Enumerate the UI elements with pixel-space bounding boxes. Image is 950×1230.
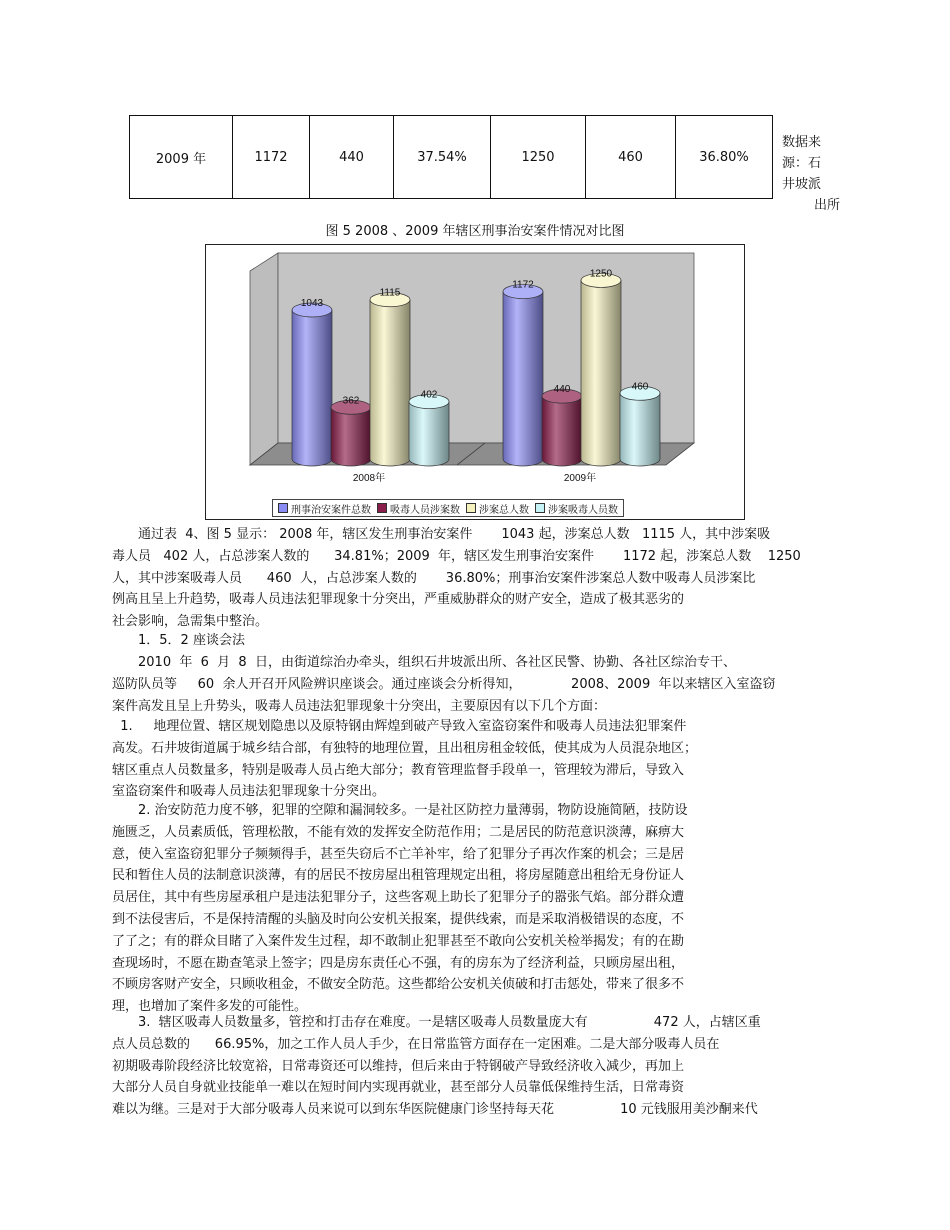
- chart-category-label: 2008年: [352, 473, 386, 484]
- chart-bar: [620, 393, 660, 466]
- paragraph: [112, 800, 688, 1018]
- source-note: [782, 132, 840, 216]
- text-line: 施匮乏，人员素质低，管理松散，不能有效的发挥安全防范作用；二是居民的防范意识淡薄，麻痹大: [112, 824, 685, 840]
- legend-swatch: [535, 503, 545, 513]
- text-line: 人，其中涉案吸毒人员 460 人，占总涉案人数的 36.80%；刑事治安案件涉案总人数中吸毒人员涉案比: [112, 570, 756, 586]
- legend-label: 刑事治安案件总数: [291, 504, 371, 516]
- source-note-line: 数据来: [782, 135, 822, 150]
- text-line: 到不法侵害后，不是保持清醒的头脑及时向公安机关报案，提供线索，而是采取消极错误的态度，不: [112, 911, 685, 927]
- chart-data-label: 460: [631, 381, 649, 393]
- chart-data-label: 402: [420, 389, 438, 401]
- table-cell-case-ratio: 37.54%: [394, 116, 491, 199]
- statistics-table: [129, 115, 773, 199]
- table-cell-people-total: 1250: [491, 116, 586, 199]
- chart-bar: [292, 310, 332, 466]
- chart-data-label: 1115: [379, 287, 401, 299]
- chart-bar: [370, 300, 410, 466]
- source-note-line: 出所: [813, 198, 840, 213]
- chart-legend: [272, 499, 624, 517]
- chart-bar: [331, 407, 371, 466]
- table-cell-people-ratio: 36.80%: [676, 116, 773, 199]
- paragraph: [112, 652, 776, 717]
- legend-item: [535, 501, 618, 516]
- text-line: 理，也增加了案件多发的可能性。: [112, 999, 308, 1015]
- text-line: 毒人员 402 人，占总涉案人数的 34.81%；2009 年，辖区发生刑事治安案件 1172 起，涉案总人数 1250: [112, 548, 801, 564]
- text-line: 初期吸毒阶段经济比较宽裕，日常毒资还可以维持，但后来由于特钢破产导致经济收入减少，再加上: [112, 1058, 685, 1074]
- chart-side-wall: [250, 253, 278, 465]
- chart-data-label: 1043: [300, 298, 324, 309]
- text-line: 高发。石井坡街道属于城乡结合部，有独特的地理位置，且出租房租金较低，使其成为人员混杂地区；: [112, 740, 698, 756]
- text-line: 1．5．2 座谈会法: [112, 633, 245, 648]
- text-line: 通过表 4、图 5 显示： 2008 年，辖区发生刑事治安案件 1043 起，涉案总人数 1115 人，其中涉案吸: [112, 527, 771, 542]
- source-note-line: 源：石: [782, 156, 822, 171]
- text-line: 员居住，其中有些房屋承租户是违法犯罪分子，这些客观上助长了犯罪分子的嚣张气焰。部分群众遭: [112, 890, 685, 906]
- text-line: 3. 辖区吸毒人员数量多，管控和打击存在难度。一是辖区吸毒人员数量庞大有 472 人，占辖区重: [112, 1015, 761, 1030]
- text-line: 室盗窃案件和吸毒人员违法犯罪现象十分突出。: [112, 784, 386, 800]
- text-line: 难以为继。三是对于大部分吸毒人员来说可以到东华医院健康门诊坚持每天花 10 元钱服用美沙酮来代: [112, 1102, 758, 1118]
- chart-bar: [542, 396, 582, 466]
- text-line: 民和暂住人员的法制意识淡薄，有的居民不按房屋出租管理规定出租，将房屋随意出租给无身份证人: [112, 868, 685, 884]
- legend-item: [377, 501, 460, 516]
- chart-bar: [581, 280, 621, 466]
- chart-bar: [409, 402, 449, 466]
- text-line: 巡防队员等 60 余人开召开风险辨识座谈会。通过座谈会分析得知， 2008、2009 年以来辖区入室盗窃: [112, 676, 776, 692]
- text-line: 大部分人员自身就业技能单一难以在短时间内实现再就业，甚至部分人员靠低保维持生活，日常毒资: [112, 1080, 685, 1096]
- chart-data-label: 440: [553, 384, 571, 396]
- text-line: 点人员总数的 66.95%，加之工作人员人手少，在日常监管方面存在一定困难。二是大部分吸毒人员在: [112, 1036, 720, 1052]
- text-line: 社会影响，急需集中整治。: [112, 614, 269, 630]
- chart-data-label: 1172: [512, 279, 534, 291]
- paragraph: [112, 630, 245, 652]
- chart-data-label: 1250: [589, 268, 613, 280]
- chart-canvas: [206, 245, 744, 519]
- legend-label: 涉案总人数: [479, 504, 529, 516]
- table-row: [130, 116, 773, 199]
- legend-item: [466, 501, 529, 516]
- text-line: 了了之；有的群众目睹了入案件发生过程，却不敢制止犯罪甚至不敢向公安机关检举揭发；有的在勘: [112, 933, 685, 949]
- text-line: 2010 年 6 月 8 日，由街道综治办牵头，组织石井坡派出所、各社区民警、协勤、各社区综治专干、: [112, 655, 736, 670]
- paragraph: [112, 524, 801, 633]
- figure-title: 图 5 2008 、2009 年辖区刑事治安案件情况对比图: [325, 224, 625, 239]
- legend-swatch: [377, 503, 387, 513]
- legend-label: 吸毒人员涉案数: [390, 504, 460, 516]
- text-line: 辖区重点人员数量多，特别是吸毒人员占绝大部分；教育管理监督手段单一，管理较为滞后，导致入: [112, 762, 685, 778]
- text-line: 2. 治安防范力度不够，犯罪的空隙和漏洞较多。一是社区防控力量薄弱，物防设施简陋，技防设: [112, 803, 688, 818]
- chart-data-label: 362: [342, 395, 360, 407]
- table-cell-drug-cases: 440: [310, 116, 394, 199]
- paragraph: [112, 1012, 761, 1121]
- legend-swatch: [466, 503, 476, 513]
- table-cell-case-total: 1172: [233, 116, 310, 199]
- paragraph: [112, 716, 697, 803]
- text-line: 意，使入室盗窃犯罪分子频频得手，甚至失窃后不亡羊补牢，给了犯罪分子再次作案的机会；三是居: [112, 846, 685, 862]
- text-line: 案件高发且呈上升势头，吸毒人员违法犯罪现象十分突出，主要原因有以下几个方面：: [112, 698, 607, 714]
- text-line: 例高且呈上升趋势，吸毒人员违法犯罪现象十分突出，严重威胁群众的财产安全，造成了极其恶劣的: [112, 592, 685, 608]
- chart-bar: [503, 292, 543, 466]
- table-cell-year: 2009 年: [130, 116, 233, 199]
- legend-label: 涉案吸毒人员数: [548, 504, 618, 516]
- text-line: 查现场时，不愿在勘查笔录上签字；四是房东责任心不强，有的房东为了经济利益，只顾房屋出租，: [112, 955, 685, 971]
- legend-item: [278, 501, 371, 516]
- chart-category-label: 2009年: [563, 473, 597, 484]
- bar-chart: [205, 244, 745, 520]
- table-cell-drug-people: 460: [586, 116, 676, 199]
- text-line: 不顾房客财产安全，只顾收租金，不做安全防范。这些都给公安机关侦破和打击惩处，带来了很多不: [112, 977, 685, 993]
- source-note-line: 井坡派: [782, 177, 822, 192]
- text-line: 1. 地理位置、辖区规划隐患以及原特钢由辉煌到破产导致入室盗窃案件和吸毒人员违法犯罪案件: [112, 719, 687, 734]
- legend-swatch: [278, 503, 288, 513]
